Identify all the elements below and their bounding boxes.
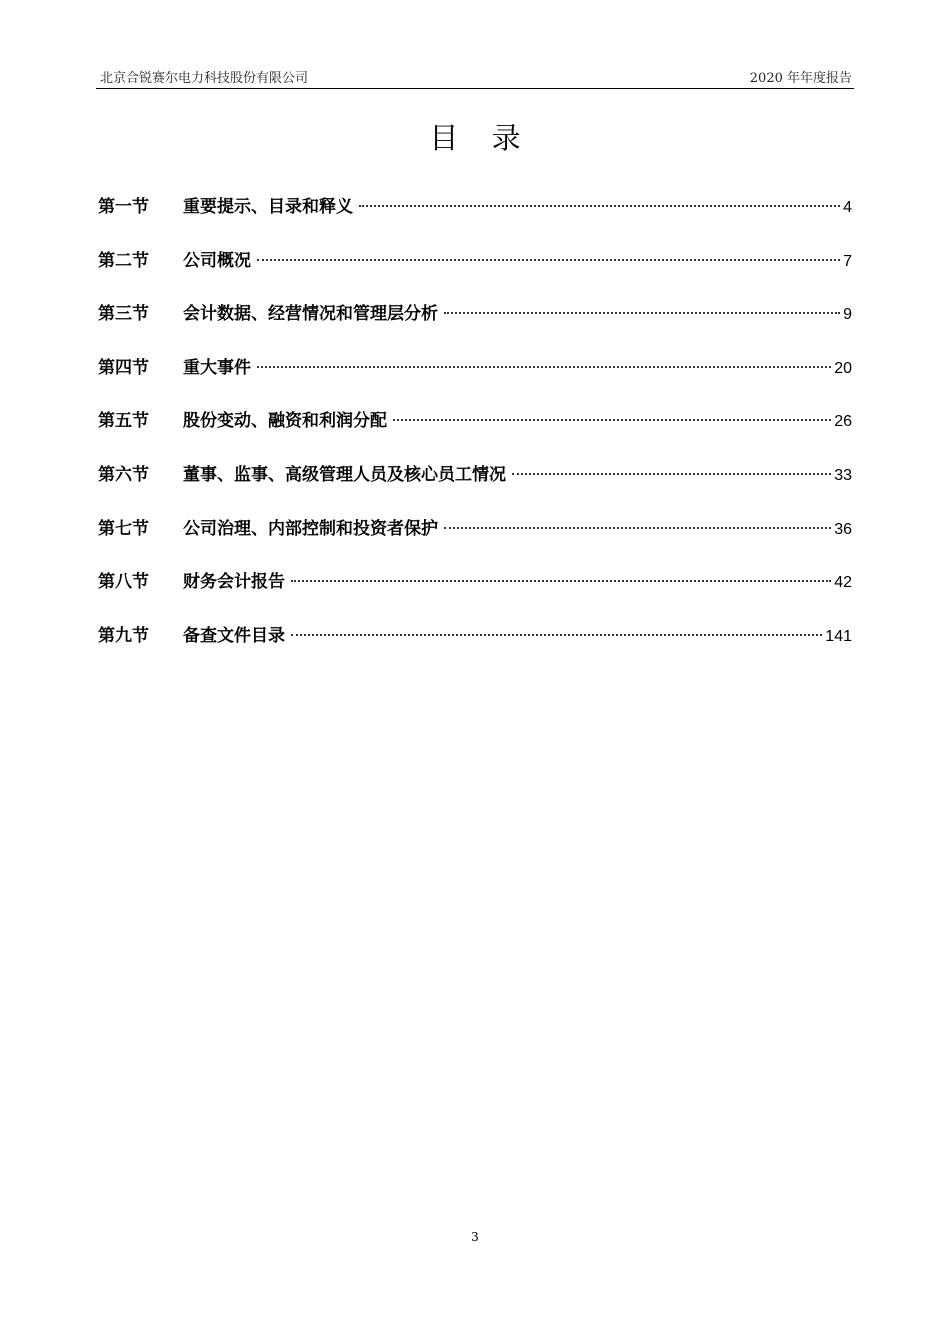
toc-entry-9[interactable] (98, 621, 852, 675)
toc-section-title: 公司概况 (183, 250, 251, 271)
toc-section-label: 第三节 (98, 304, 149, 325)
toc-section-label: 第七节 (98, 518, 149, 539)
toc-entry-1[interactable] (98, 192, 852, 246)
toc-entry-7[interactable] (98, 514, 852, 568)
toc-section-title: 重要提示、目录和释义 (183, 197, 353, 217)
toc-page-number: 20 (834, 359, 852, 377)
dot-leader (257, 366, 831, 368)
toc-page-number: 42 (834, 574, 852, 592)
toc-page-number: 4 (843, 199, 852, 216)
dot-leader (291, 634, 822, 636)
toc-section-title: 会计数据、经营情况和管理层分析 (183, 304, 438, 325)
page-number: 3 (471, 1230, 479, 1244)
toc-section-title: 备查文件目录 (183, 625, 285, 646)
dot-leader (444, 312, 840, 314)
dot-leader (393, 419, 831, 421)
table-of-contents (98, 192, 852, 674)
toc-section-label: 第六节 (98, 464, 149, 485)
dot-leader (291, 580, 831, 582)
toc-section-label: 第二节 (98, 250, 149, 271)
toc-entry-6[interactable] (98, 460, 852, 514)
toc-entry-3[interactable] (98, 299, 852, 353)
toc-section-label: 第一节 (98, 197, 149, 217)
toc-section-title: 财务会计报告 (183, 572, 285, 593)
toc-heading: 目 录 (429, 121, 533, 155)
company-name: 北京合锐赛尔电力科技股份有限公司 (100, 71, 309, 86)
toc-section-label: 第九节 (98, 625, 149, 646)
page-header (96, 64, 854, 89)
toc-entry-8[interactable] (98, 567, 852, 621)
toc-section-title: 董事、监事、高级管理人员及核心员工情况 (183, 464, 506, 485)
toc-page-number: 7 (843, 252, 852, 270)
toc-entry-2[interactable] (98, 246, 852, 300)
toc-section-title: 股份变动、融资和利润分配 (183, 411, 387, 432)
toc-page-number: 36 (834, 520, 852, 538)
toc-page-number: 26 (834, 413, 852, 431)
toc-page-number: 9 (843, 306, 852, 324)
toc-page-number: 141 (825, 627, 852, 645)
report-title: 2020 年年度报告 (749, 71, 852, 86)
toc-section-title: 公司治理、内部控制和投资者保护 (183, 518, 438, 539)
toc-section-label: 第四节 (98, 357, 149, 378)
toc-section-label: 第五节 (98, 411, 149, 432)
dot-leader (512, 473, 831, 475)
dot-leader (444, 527, 831, 529)
toc-section-title: 重大事件 (183, 357, 251, 378)
toc-section-label: 第八节 (98, 572, 149, 593)
dot-leader (359, 205, 840, 207)
toc-page-number: 33 (834, 466, 852, 484)
toc-entry-4[interactable] (98, 353, 852, 407)
toc-entry-5[interactable] (98, 406, 852, 460)
dot-leader (257, 259, 840, 261)
